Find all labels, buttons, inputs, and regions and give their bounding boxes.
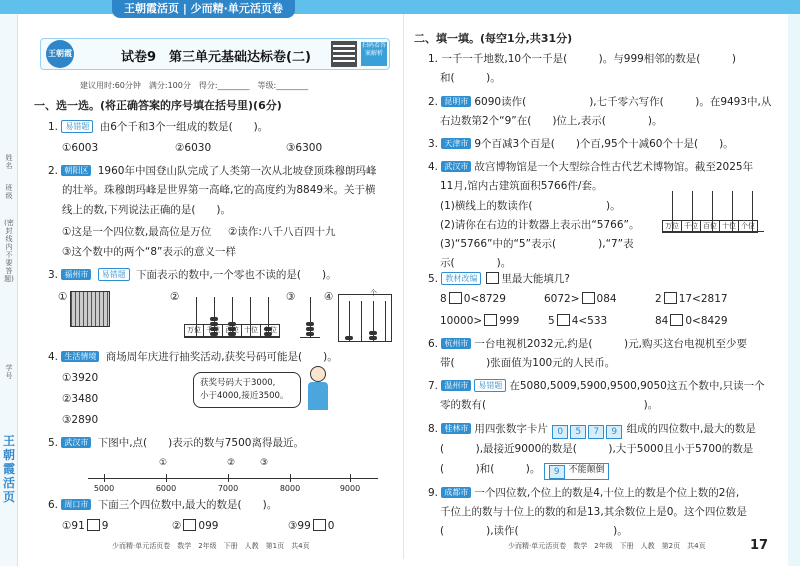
r-q9-tag: 成都市 xyxy=(441,487,471,498)
section-1-heading: 一、选一选。(将正确答案的序号填在括号里)(6分) xyxy=(34,99,282,112)
page-title: 试卷9 第三单元基础达标卷(二) xyxy=(121,50,311,65)
strip-seal-label: (密封线内不要答题) xyxy=(4,219,14,283)
scan-hint: 扫码看答案解析 xyxy=(361,42,387,66)
vertical-logo: 王朝霞活页 xyxy=(2,434,15,504)
r-q5-stem: 5. 教材改编 里最大能填几? xyxy=(428,273,570,285)
q3-tag-1: 福州市 xyxy=(61,269,91,280)
student-figure xyxy=(305,366,331,412)
brand-logo: 王朝霞 xyxy=(46,40,74,68)
q1-text: 由6个千和3个一组成的数是( )。 xyxy=(99,121,269,133)
digit-card-0: 0 xyxy=(552,425,568,439)
r-q3-line: 3. 天津市 9个百减3个百是( )个百,95个十减60个十是( )。 xyxy=(428,138,734,150)
q3-label-1: ① xyxy=(58,291,68,303)
q3-place-labels: 万位 千位 百位 十位 个位 xyxy=(184,324,280,337)
nl-label-5000: 5000 xyxy=(93,484,115,493)
brand-banner: 王朝霞活页 | 少而精·单元活页卷 xyxy=(112,0,295,18)
q2-option-1[interactable]: ①这是一个四位数,最高位是万位 xyxy=(62,226,212,238)
strip-name-label: 姓名 xyxy=(5,154,13,170)
title-box xyxy=(40,38,390,70)
binding-strip xyxy=(0,14,18,566)
r-q4-place-labels: 万位 千位 百位 十位 个位 xyxy=(662,220,758,233)
r-q7-tag: 温州市 xyxy=(441,380,471,391)
r-q1-line-1: 1. 一千一千地数,10个一千是( )。与999相邻的数是( ) xyxy=(428,53,736,65)
q2-line-2: 的壮举。珠穆朗玛峰是世界第一高峰,它的高度约为8849米。关于横 xyxy=(62,184,376,196)
r-q6-line-1: 6. 杭州市 一台电视机2032元,约是( )元,购买这台电视机至少要 xyxy=(428,338,747,350)
nl-label-8000: 8000 xyxy=(279,484,301,493)
nl-label-6000: 6000 xyxy=(155,484,177,493)
q4-option-3[interactable]: ③2890 xyxy=(62,414,99,426)
r-q4-line-3: (1)横线上的数读作( )。 xyxy=(440,200,621,212)
r-q7-tag-2: 易错题 xyxy=(474,379,506,392)
r-q4-line-5: (3)“5766”中的“5”表示( ),“7”表 xyxy=(440,238,634,250)
page-divider xyxy=(403,14,404,559)
q2-number: 2. xyxy=(48,165,59,177)
q5-number-line xyxy=(88,458,378,493)
q5-stem xyxy=(48,436,304,450)
q4-speech-bubble xyxy=(193,372,301,408)
q3-ge-label: 个 xyxy=(370,289,377,297)
q4-speech-line-2: 小于4000,接近3500。 xyxy=(200,391,289,401)
q5-text: 下图中,点( )表示的数与7500离得最近。 xyxy=(97,437,304,449)
q6-stem xyxy=(48,498,277,512)
r-q5-item-6[interactable]: 84 0<8429 xyxy=(655,315,728,327)
q2-option-3[interactable]: ③这个数中的两个“8”表示的意义一样 xyxy=(62,246,236,258)
q6-tag: 周口市 xyxy=(61,499,91,510)
q1-stem xyxy=(48,120,268,134)
r-q6-tag: 杭州市 xyxy=(441,338,471,349)
q3-number: 3. xyxy=(48,269,59,281)
q5-tag: 武汉市 xyxy=(61,437,91,448)
r-q7-line-1: 7. 温州市 易错题 在5080,5009,5900,9500,9050这五个数中,只读一个 xyxy=(428,380,765,392)
q6-option-1[interactable]: ①91 9 xyxy=(62,520,109,532)
r-q9-line-3: ( ),读作( )。 xyxy=(440,525,628,537)
left-footer: 少而精·单元活页卷 数学 2年级 下册 人教 第1页 共4页 xyxy=(112,542,310,550)
q6-option-2[interactable]: ② 099 xyxy=(172,520,219,532)
digit-card-7: 7 xyxy=(588,425,604,439)
digit-card-5: 5 xyxy=(570,425,586,439)
r-q4-line-2: 11月,馆内古建筑面积5766件/套。 xyxy=(440,180,603,192)
r-q4-tag: 武汉市 xyxy=(441,161,471,172)
q3-text: 下面表示的数中,一个零也不读的是( )。 xyxy=(136,269,337,281)
r-q2-tag: 昆明市 xyxy=(441,96,471,107)
q3-label-3: ③ xyxy=(286,291,296,303)
q6-number: 6. xyxy=(48,499,59,511)
qr-code-icon[interactable] xyxy=(331,41,357,67)
q6-blank-2[interactable] xyxy=(183,519,196,531)
q3-tag-2: 易错题 xyxy=(98,268,130,281)
strip-class-label: 班级 xyxy=(5,184,13,200)
r-q7-line-2: 零的数有( )。 xyxy=(440,399,659,411)
r-q1-line-2: 和( )。 xyxy=(440,72,501,84)
section-2-heading: 二、填一填。(每空1分,共31分) xyxy=(414,32,573,45)
page-number: 17 xyxy=(750,538,769,553)
r-q8-line-1: 8. 桂林市 用四张数字卡片 0 5 7 9 组成的四位数中,最大的数是 xyxy=(428,423,756,437)
q2-line-1: 1960年中国登山队完成了人类第一次从北坡登顶珠穆朗玛峰 xyxy=(97,165,377,177)
q1-number: 1. xyxy=(48,121,59,133)
r-q5-box-icon xyxy=(486,272,499,284)
q4-tag: 生活情境 xyxy=(61,351,99,362)
q2-option-2[interactable]: ②读作:八千八百四十九 xyxy=(228,226,336,238)
nl-point-3[interactable]: ③ xyxy=(259,458,269,468)
r-q5-item-3[interactable]: 2 17<2817 xyxy=(655,293,728,305)
nl-label-7000: 7000 xyxy=(217,484,239,493)
r-q4-line-4: (2)请你在右边的计数器上表示出“5766”。 xyxy=(440,219,640,231)
q1-tag: 易错题 xyxy=(61,120,93,133)
q4-text: 商场周年庆进行抽奖活动,获奖号码可能是( )。 xyxy=(105,351,338,363)
q2-line-3: 线上的数,下列说法正确的是( )。 xyxy=(62,204,232,216)
r-q4-line-6: 示( )。 xyxy=(440,257,512,269)
digit-card-9: 9 xyxy=(606,425,622,439)
r-q6-line-2: 带( )张面值为100元的人民币。 xyxy=(440,357,616,369)
r-q5-item-1[interactable]: 8 0<8729 xyxy=(440,293,506,305)
q3-label-2: ② xyxy=(170,291,180,303)
q4-option-2[interactable]: ②3480 xyxy=(62,393,99,405)
q3-counter-3 xyxy=(300,290,320,338)
q6-option-3[interactable]: ③99 0 xyxy=(288,520,335,532)
q6-text: 下面三个四位数中,最大的数是( )。 xyxy=(97,499,278,511)
r-q8-tag: 桂林市 xyxy=(441,423,471,434)
nl-point-1[interactable]: ① xyxy=(158,458,168,468)
r-q2-line-1: 2. 昆明市 6090读作( ),七千零六写作( )。在9493中,从 xyxy=(428,96,772,108)
strip-id-label: 学号 xyxy=(5,364,13,380)
q5-number: 5. xyxy=(48,437,59,449)
q3-counter-4 xyxy=(338,294,392,342)
q4-number: 4. xyxy=(48,351,59,363)
r-q8-note: 9 不能颠倒 xyxy=(544,463,609,480)
r-q3-tag: 天津市 xyxy=(441,138,471,149)
q4-speech-line-1: 获奖号码大于3000, xyxy=(200,378,276,388)
q4-stem xyxy=(48,350,338,364)
nl-point-2[interactable]: ② xyxy=(226,458,236,468)
r-q9-line-2: 千位上的数与十位上的数的和是13,其余数位上是0。这个四位数是 xyxy=(440,506,747,518)
r-q8-line-3: ( )和( )。 9 不能颠倒 xyxy=(440,462,609,480)
r-q5-tag: 教材改编 xyxy=(441,272,481,285)
q1-option-2[interactable]: ②6030 xyxy=(175,142,212,154)
q2-tag: 朝阳区 xyxy=(61,165,91,176)
q1-option-1[interactable]: ①6003 xyxy=(62,142,99,154)
q3-stem xyxy=(48,268,337,282)
q3-cube-blocks xyxy=(70,291,110,327)
q3-label-4: ④ xyxy=(324,291,334,303)
q1-option-3[interactable]: ③6300 xyxy=(286,142,323,154)
r-q5-item-2[interactable]: 6072> 084 xyxy=(544,293,617,305)
q6-blank-1[interactable] xyxy=(87,519,100,531)
r-q5-item-4[interactable]: 10000> 999 xyxy=(440,315,520,327)
right-footer: 少而精·单元活页卷 数学 2年级 下册 人教 第2页 共4页 xyxy=(508,542,706,550)
r-q5-item-5[interactable]: 5 4<533 xyxy=(548,315,608,327)
right-edge xyxy=(788,14,800,566)
q6-blank-3[interactable] xyxy=(313,519,326,531)
r-q2-line-2: 右边数第2个“9”在( )位上,表示( )。 xyxy=(440,115,663,127)
r-q8-line-2: ( ),最接近9000的数是( ),大于5000且小于5700的数是 xyxy=(440,443,754,455)
q2-stem xyxy=(48,164,376,178)
r-q4-line-1: 4. 武汉市 故宫博物馆是一个大型综合性古代艺术博物馆。截至2025年 xyxy=(428,161,754,173)
q4-option-1[interactable]: ①3920 xyxy=(62,372,99,384)
r-q9-line-1: 9. 成都市 一个四位数,个位上的数是4,十位上的数是个位上数的2倍, xyxy=(428,487,740,499)
nl-label-9000: 9000 xyxy=(339,484,361,493)
exam-meta: 建议用时:60分钟 满分:100分 得分:________ 等级:________ xyxy=(80,81,309,90)
